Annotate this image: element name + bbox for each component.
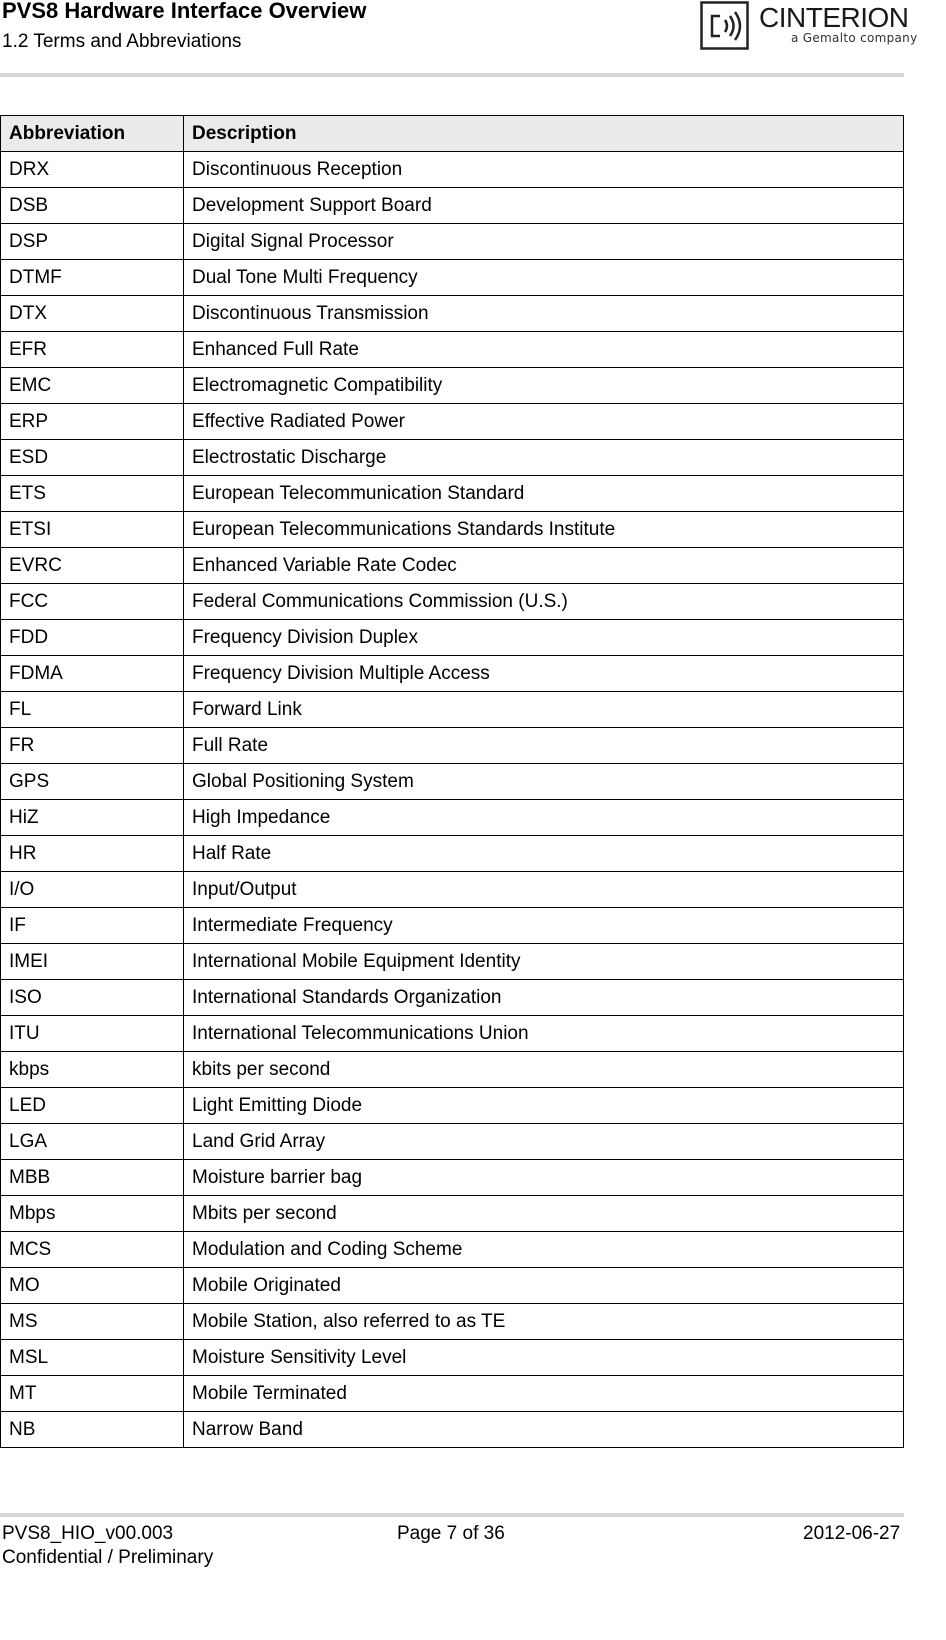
header-divider <box>0 73 904 77</box>
company-logo <box>700 1 918 51</box>
table-row <box>1 1232 904 1268</box>
table-row <box>1 584 904 620</box>
abbreviation-cell: GPS <box>1 764 184 800</box>
abbreviation-cell: IMEI <box>1 944 184 980</box>
signal-chip-icon <box>700 1 752 51</box>
table-row <box>1 1376 904 1412</box>
description-cell: Effective Radiated Power <box>184 404 904 440</box>
description-cell: Electromagnetic Compatibility <box>184 368 904 404</box>
description-cell: Enhanced Full Rate <box>184 332 904 368</box>
table-row <box>1 908 904 944</box>
description-cell: Mbits per second <box>184 1196 904 1232</box>
table-header-row <box>1 116 904 152</box>
description-cell: Development Support Board <box>184 188 904 224</box>
description-cell: High Impedance <box>184 800 904 836</box>
abbreviation-cell: ETSI <box>1 512 184 548</box>
abbreviation-cell: ISO <box>1 980 184 1016</box>
description-cell: Moisture barrier bag <box>184 1160 904 1196</box>
table-row <box>1 1124 904 1160</box>
abbreviation-cell: FDD <box>1 620 184 656</box>
description-cell: Mobile Originated <box>184 1268 904 1304</box>
abbreviation-cell: I/O <box>1 872 184 908</box>
abbreviations-table <box>0 115 904 1448</box>
description-cell: Digital Signal Processor <box>184 224 904 260</box>
table-row <box>1 1088 904 1124</box>
document-title: PVS8 Hardware Interface Overview <box>2 0 367 23</box>
abbreviation-cell: NB <box>1 1412 184 1448</box>
abbreviation-cell: ITU <box>1 1016 184 1052</box>
abbreviation-cell: MBB <box>1 1160 184 1196</box>
abbreviation-cell: FR <box>1 728 184 764</box>
description-cell: European Telecommunications Standards Institute <box>184 512 904 548</box>
logo-tagline: a Gemalto company <box>791 31 918 45</box>
abbreviation-cell: EFR <box>1 332 184 368</box>
description-cell: Forward Link <box>184 692 904 728</box>
table-row <box>1 764 904 800</box>
description-cell: Half Rate <box>184 836 904 872</box>
table-row <box>1 692 904 728</box>
description-cell: Discontinuous Transmission <box>184 296 904 332</box>
description-cell: Moisture Sensitivity Level <box>184 1340 904 1376</box>
description-cell: Narrow Band <box>184 1412 904 1448</box>
description-cell: Intermediate Frequency <box>184 908 904 944</box>
abbreviation-cell: DSB <box>1 188 184 224</box>
abbreviation-cell: EMC <box>1 368 184 404</box>
description-cell: Mobile Station, also referred to as TE <box>184 1304 904 1340</box>
abbreviation-cell: FCC <box>1 584 184 620</box>
description-cell: Frequency Division Duplex <box>184 620 904 656</box>
table-row <box>1 620 904 656</box>
description-cell: International Telecommunications Union <box>184 1016 904 1052</box>
table-row <box>1 1268 904 1304</box>
abbreviation-cell: ERP <box>1 404 184 440</box>
abbreviation-cell: FL <box>1 692 184 728</box>
abbreviation-cell: HiZ <box>1 800 184 836</box>
table-row <box>1 332 904 368</box>
description-cell: International Standards Organization <box>184 980 904 1016</box>
footer-divider <box>0 1513 904 1517</box>
abbreviation-cell: IF <box>1 908 184 944</box>
table-row <box>1 1016 904 1052</box>
table-row <box>1 440 904 476</box>
table-row <box>1 944 904 980</box>
abbreviation-cell: HR <box>1 836 184 872</box>
description-cell: Discontinuous Reception <box>184 152 904 188</box>
table-body <box>1 152 904 1448</box>
description-cell: European Telecommunication Standard <box>184 476 904 512</box>
table-row <box>1 296 904 332</box>
logo-wordmark: CINTERION <box>759 2 909 33</box>
description-cell: Full Rate <box>184 728 904 764</box>
abbreviation-cell: MCS <box>1 1232 184 1268</box>
description-cell: Global Positioning System <box>184 764 904 800</box>
table-row <box>1 152 904 188</box>
table-row <box>1 1304 904 1340</box>
section-title: 1.2 Terms and Abbreviations <box>2 31 242 52</box>
abbreviation-cell: Mbps <box>1 1196 184 1232</box>
abbreviation-cell: MT <box>1 1376 184 1412</box>
confidentiality-note: Confidential / Preliminary <box>2 1547 214 1568</box>
page-number: Page 7 of 36 <box>397 1523 505 1544</box>
table-row <box>1 476 904 512</box>
abbreviation-cell: MO <box>1 1268 184 1304</box>
column-header-description: Description <box>184 116 904 152</box>
table-row <box>1 368 904 404</box>
table-row <box>1 1052 904 1088</box>
table-row <box>1 836 904 872</box>
table-row <box>1 980 904 1016</box>
table-row <box>1 188 904 224</box>
document-id: PVS8_HIO_v00.003 <box>2 1523 174 1544</box>
abbreviation-cell: DSP <box>1 224 184 260</box>
abbreviation-cell: LGA <box>1 1124 184 1160</box>
table-row <box>1 260 904 296</box>
table-row <box>1 800 904 836</box>
description-cell: Land Grid Array <box>184 1124 904 1160</box>
description-cell: Light Emitting Diode <box>184 1088 904 1124</box>
table-row <box>1 1412 904 1448</box>
abbreviation-cell: FDMA <box>1 656 184 692</box>
description-cell: Frequency Division Multiple Access <box>184 656 904 692</box>
column-header-abbreviation: Abbreviation <box>1 116 184 152</box>
document-date: 2012-06-27 <box>803 1523 901 1544</box>
description-cell: International Mobile Equipment Identity <box>184 944 904 980</box>
abbreviation-cell: LED <box>1 1088 184 1124</box>
table-row <box>1 548 904 584</box>
abbreviation-cell: kbps <box>1 1052 184 1088</box>
description-cell: Electrostatic Discharge <box>184 440 904 476</box>
abbreviation-cell: ETS <box>1 476 184 512</box>
description-cell: Modulation and Coding Scheme <box>184 1232 904 1268</box>
table-row <box>1 404 904 440</box>
table-row <box>1 224 904 260</box>
abbreviation-cell: MS <box>1 1304 184 1340</box>
abbreviation-cell: EVRC <box>1 548 184 584</box>
abbreviation-cell: ESD <box>1 440 184 476</box>
description-cell: kbits per second <box>184 1052 904 1088</box>
table-row <box>1 1160 904 1196</box>
description-cell: Enhanced Variable Rate Codec <box>184 548 904 584</box>
table-row <box>1 512 904 548</box>
description-cell: Mobile Terminated <box>184 1376 904 1412</box>
description-cell: Federal Communications Commission (U.S.) <box>184 584 904 620</box>
abbreviation-cell: DTX <box>1 296 184 332</box>
table-row <box>1 728 904 764</box>
abbreviation-cell: DRX <box>1 152 184 188</box>
abbreviation-cell: DTMF <box>1 260 184 296</box>
description-cell: Dual Tone Multi Frequency <box>184 260 904 296</box>
description-cell: Input/Output <box>184 872 904 908</box>
table-row <box>1 1340 904 1376</box>
table-row <box>1 656 904 692</box>
table-row <box>1 872 904 908</box>
abbreviation-cell: MSL <box>1 1340 184 1376</box>
table-row <box>1 1196 904 1232</box>
